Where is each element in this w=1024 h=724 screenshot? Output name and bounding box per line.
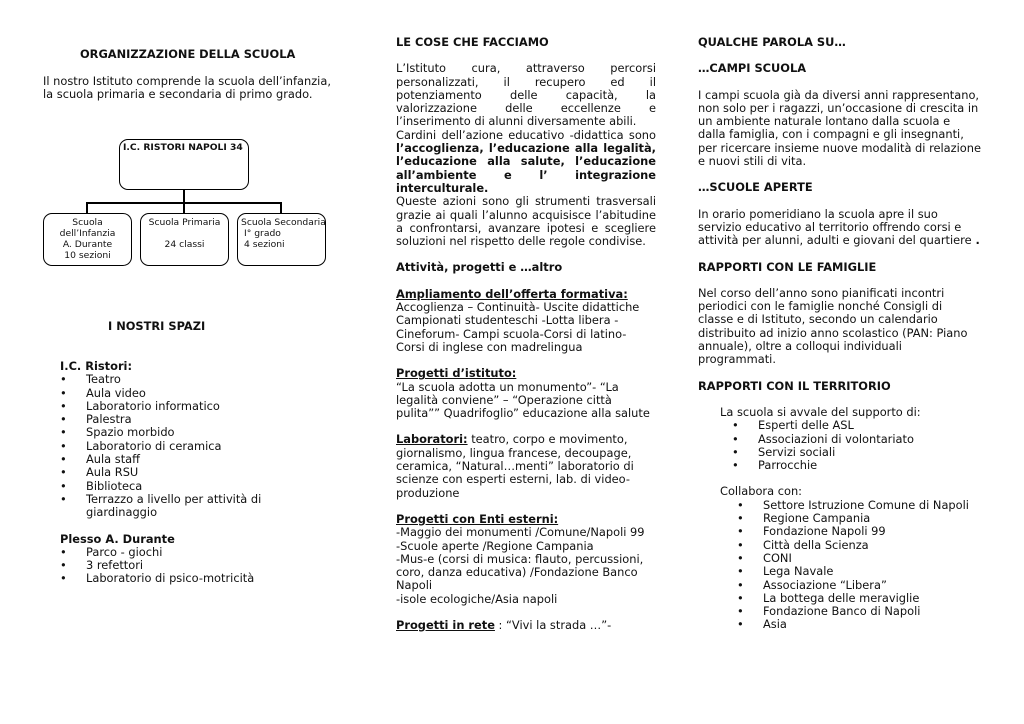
org-primaria-line: 24 classi xyxy=(164,239,205,250)
enti-line: -Scuole aperte /Regione Campania xyxy=(396,538,594,553)
ristori-list xyxy=(86,373,280,519)
org-infanzia-line: A. Durante xyxy=(62,239,113,250)
list-item: • CONI xyxy=(763,552,981,565)
text-laboratori: teatro, corpo e movimento, giornalismo, lingua francese, decoupage, ceramica, “Natural…menti” laboratorio di scienze con esperti esterni, lab. di video-produzione xyxy=(396,432,634,500)
list-item: • La bottega delle meraviglie xyxy=(763,592,981,605)
org-infanzia-line: Scuola xyxy=(72,217,103,228)
column-cose-che-facciamo xyxy=(396,36,656,632)
org-infanzia-line: dell’Infanzia xyxy=(59,228,116,239)
text-campi-scuola: I campi scuola già da diversi anni rappresentano, non solo per i ragazzi, un’occasione di crescita in un ambiente naturale lontano dalla scuola e dalla famiglia, con i compagni e gli insegnanti, per ricercare insieme nuove modalità di relazione e nuovi stili di vita. xyxy=(698,87,982,169)
list-item: • Aula video xyxy=(86,387,280,400)
list-item: • Aula RSU xyxy=(86,466,280,479)
heading-ampliamento: Ampliamento dell’offerta formativa: xyxy=(396,286,628,301)
org-root-box xyxy=(119,139,249,190)
spazi-list-block xyxy=(60,360,280,586)
text-ampliamento: Accoglienza – Continuità- Uscite didattiche Campionati studenteschi -Lotta libera - Cineforum- Campi scuola-Corsi di latino- Corsi di inglese con madrelingua xyxy=(396,300,640,354)
collabora-list xyxy=(763,499,981,632)
supporto-list xyxy=(758,419,981,472)
org-root-label: I.C. RISTORI NAPOLI 34 xyxy=(123,142,243,153)
list-item: • Terrazzo a livello per attività di giardinaggio xyxy=(86,493,266,520)
section-title-spazi: I NOSTRI SPAZI xyxy=(108,319,206,333)
heading-laboratori: Laboratori: xyxy=(396,432,468,447)
enti-line: -Mus-e (corsi di musica: flauto, percussioni, coro, danza educativa) /Fondazione Banco Napoli xyxy=(396,551,644,593)
list-item: • Teatro xyxy=(86,373,280,386)
list-item: • Associazione “Libera” xyxy=(763,579,981,592)
list-item: • Fondazione Banco di Napoli xyxy=(763,605,981,618)
text-famiglie: Nel corso dell’anno sono pianificati incontri periodici con le famiglie nonché Consigli di classe e di Istituto, secondo un calendario distribuito ad inizio anno scolastico (PAN: Piano annuale), oltre a colloqui individuali programmati. xyxy=(698,285,968,367)
paragraph-azioni: Queste azioni sono gli strumenti trasversali grazie ai quali l’alunno acquisisce l’abitudine a confrontarsi, avanzare ipotesi e scegliere soluzioni nel rispetto delle regole condivise. xyxy=(396,194,656,249)
enti-line: -isole ecologiche/Asia napoli xyxy=(396,591,558,606)
text-scuole-aperte-dot: . xyxy=(971,233,980,248)
org-infanzia-line: 10 sezioni xyxy=(64,250,111,261)
org-primaria-spacer xyxy=(141,228,228,239)
heading-progetti-istituto: Progetti d’istituto: xyxy=(396,366,517,381)
cardini-bold: l’accoglienza, l’educazione alla legalità, l’educazione alla salute, l’educazione all’ambiente e l’ integrazione interculturale. xyxy=(396,141,656,195)
list-item: • Asia xyxy=(763,618,981,631)
list-item: • Parco - giochi xyxy=(86,546,280,559)
section-title-cose: LE COSE CHE FACCIAMO xyxy=(396,35,549,49)
paragraph-rete xyxy=(396,619,656,632)
text-collabora: Collabora con: xyxy=(720,484,803,499)
list-item: • Lega Navale xyxy=(763,565,981,578)
list-item: • Laboratorio di psico-motricità xyxy=(86,572,280,585)
org-secondaria-line: I° grado xyxy=(244,228,281,239)
heading-territorio: RAPPORTI CON IL TERRITORIO xyxy=(698,378,891,393)
intro-text: Il nostro Istituto comprende la scuola dell’infanzia, la scuola primaria e secondaria di primo grado. xyxy=(43,74,331,102)
section-title-qualche-parola: QUALCHE PAROLA SU… xyxy=(698,35,846,49)
ristori-title: I.C. Ristori: xyxy=(60,359,133,373)
text-scuole-aperte: In orario pomeridiano la scuola apre il suo servizio educativo al territorio offrendo corsi e attività per alunni, adulti e giovani del quartiere xyxy=(698,206,972,248)
paragraph-laboratori xyxy=(396,433,656,499)
cardini-intro: Cardini dell’azione educativo -didattica sono xyxy=(396,127,656,142)
list-item: • Laboratorio di ceramica xyxy=(86,440,280,453)
list-item: • Palestra xyxy=(86,413,280,426)
paragraph-cardini xyxy=(396,129,656,195)
org-box-primaria xyxy=(140,213,229,266)
column-qualche-parola xyxy=(698,36,981,632)
heading-progetti-rete: Progetti in rete xyxy=(396,617,495,632)
list-item: • Regione Campania xyxy=(763,512,981,525)
org-primaria-line: Scuola Primaria xyxy=(148,217,221,228)
heading-campi-scuola: …CAMPI SCUOLA xyxy=(698,61,807,76)
list-item: • Settore Istruzione Comune di Napoli xyxy=(763,499,981,512)
durante-title: Plesso A. Durante xyxy=(60,531,175,546)
enti-line: -Maggio dei monumenti /Comune/Napoli 99 xyxy=(396,525,645,540)
heading-famiglie: RAPPORTI CON LE FAMIGLIE xyxy=(698,259,877,274)
list-item: • Esperti delle ASL xyxy=(758,419,981,432)
heading-enti-esterni: Progetti con Enti esterni: xyxy=(396,511,559,526)
paragraph-scuole-aperte xyxy=(698,208,981,248)
org-box-infanzia xyxy=(43,213,132,266)
list-item: • Parrocchie xyxy=(758,459,981,472)
heading-attivita: Attività, progetti e …altro xyxy=(396,260,563,275)
list-item: • Laboratorio informatico xyxy=(86,400,280,413)
list-item: • Aula staff xyxy=(86,453,280,466)
list-item: • Fondazione Napoli 99 xyxy=(763,525,981,538)
list-item: • Associazioni di volontariato xyxy=(758,433,981,446)
heading-scuole-aperte: …SCUOLE APERTE xyxy=(698,180,813,195)
paragraph-istituto: L’Istituto cura, attraverso percorsi personalizzati, il recupero ed il potenziamento delle capacità, la valorizzazione delle eccellenze e l’inserimento di alunni diversamente abili. xyxy=(396,61,656,129)
text-supporto: La scuola si avvale del supporto di: xyxy=(720,404,921,419)
text-progetti-istituto: “La scuola adotta un monumento”- “La legalità conviene” – “Operazione città pulita”” Quadrifoglio” educazione alla salute xyxy=(396,379,650,421)
org-secondaria-line: 4 sezioni xyxy=(244,239,285,250)
list-item: • Biblioteca xyxy=(86,480,280,493)
list-item: • Servizi sociali xyxy=(758,446,981,459)
durante-list xyxy=(86,546,280,586)
org-box-secondaria xyxy=(237,213,326,266)
list-item: • Spazio morbido xyxy=(86,426,280,439)
section-title-organizzazione: ORGANIZZAZIONE DELLA SCUOLA xyxy=(80,47,296,61)
list-item: • 3 refettori xyxy=(86,559,280,572)
list-item: • Città della Scienza xyxy=(763,539,981,552)
text-progetti-rete: : “Vivi la strada …”- xyxy=(494,617,612,632)
org-connector-vertical xyxy=(183,189,185,203)
org-secondaria-line: Scuola Secondaria xyxy=(241,217,326,228)
